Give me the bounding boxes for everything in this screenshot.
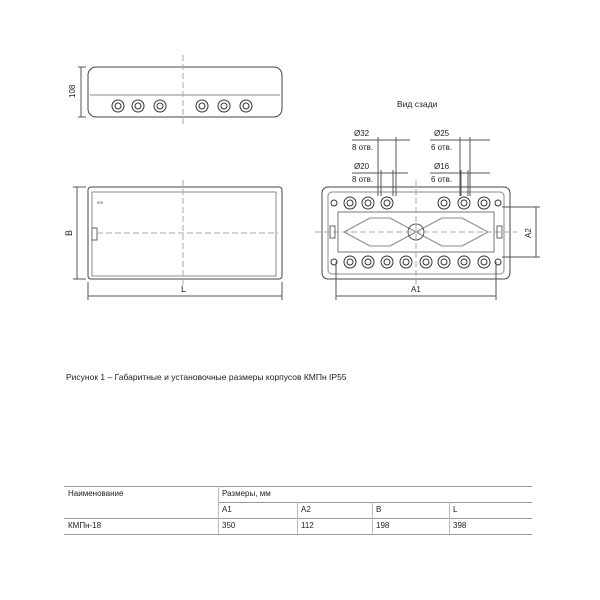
hole-label-32-dia: Ø32	[354, 129, 370, 138]
dim-front-length: L	[181, 284, 187, 294]
row-b: 198	[376, 521, 390, 530]
hole-label-16-dia: Ø16	[434, 162, 450, 171]
hole-label-20-count: 8 отв.	[352, 175, 374, 184]
row-l: 398	[453, 521, 467, 530]
top-view	[78, 55, 282, 125]
hole-label-32-count: 8 отв.	[352, 143, 374, 152]
hole-label-25-count: 6 отв.	[431, 143, 453, 152]
row-name: КМПн-18	[68, 521, 102, 530]
column-a2: A2	[301, 505, 311, 514]
dim-front-height: B	[64, 229, 74, 236]
table-row	[64, 518, 532, 534]
row-a1: 350	[222, 521, 236, 530]
dim-back-width: A1	[411, 285, 421, 294]
table-subheader-row	[64, 502, 532, 518]
cable-glands-top	[112, 100, 252, 112]
back-view	[315, 137, 540, 300]
front-marking: IEK	[97, 200, 104, 205]
hole-label-20-dia: Ø20	[354, 162, 370, 171]
dim-back-height: A2	[524, 228, 533, 238]
row-a2: 112	[301, 521, 314, 530]
hole-label-16-count: 6 отв.	[431, 175, 453, 184]
front-view	[73, 180, 282, 300]
table-header-row	[64, 486, 532, 502]
figure-caption: Рисунок 1 – Габаритные и установочные размеры корпусов КМПн IP55	[66, 372, 347, 382]
dimensions-table	[64, 486, 532, 534]
column-l: L	[453, 505, 458, 514]
column-b: B	[376, 505, 382, 514]
hole-label-25-dia: Ø25	[434, 129, 450, 138]
back-view-title: Вид сзади	[397, 99, 438, 109]
column-a1: A1	[222, 505, 232, 514]
dim-top-height: 108	[68, 84, 77, 98]
name-header: Наименование	[68, 489, 124, 498]
sizes-header: Размеры, мм	[222, 489, 271, 498]
